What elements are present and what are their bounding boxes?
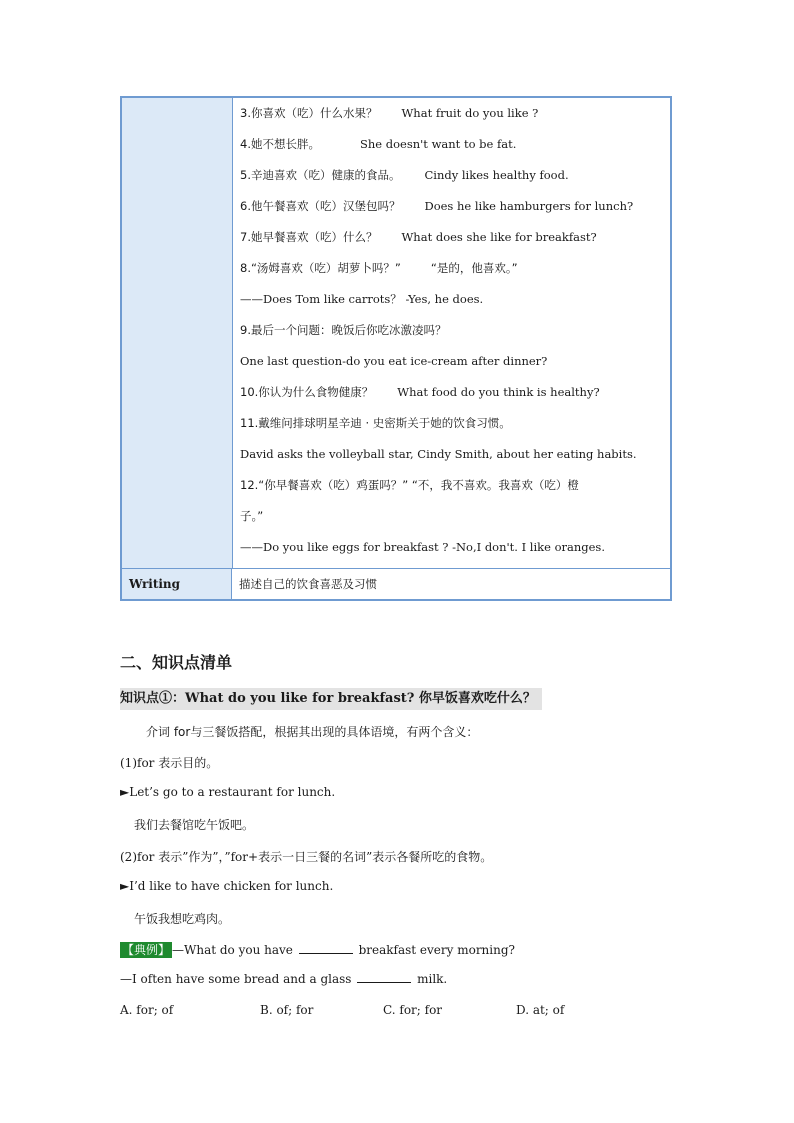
example-1-zh: 我们去餐馆吃午饭吧。 — [134, 818, 255, 832]
sentence-line: 7.她早餐喜欢（吃）什么？ What does she like for breakfast? — [240, 230, 597, 244]
sentence-line: David asks the volleyball star, Cindy Smith, about her eating habits. — [240, 447, 637, 461]
example-2-en: ►I’d like to have chicken for lunch. — [120, 879, 334, 893]
sentence-line: ——Do you like eggs for breakfast ? -No,I don't. I like oranges. — [240, 540, 605, 554]
question-line-1: 【典例】 —What do you have breakfast every morning? — [122, 943, 515, 957]
vocabulary-table — [120, 96, 672, 601]
writing-label: Writing — [122, 569, 232, 599]
option-d[interactable]: D. at; of — [516, 1003, 565, 1017]
sentence-line: 12.“你早餐喜欢（吃）鸡蛋吗？” “不，我不喜欢。我喜欢（吃）橙 — [240, 478, 579, 492]
answer-blank — [357, 972, 411, 983]
answer-options — [120, 1003, 564, 1017]
sentence-line: 6.他午餐喜欢（吃）汉堡包吗？ Does he like hamburgers for lunch? — [240, 199, 634, 213]
sentence-line: 子。” — [240, 509, 264, 523]
option-b[interactable]: B. of; for — [260, 1003, 314, 1017]
writing-value: 描述自己的饮食喜恶及习惯 — [239, 577, 377, 591]
sentence-list — [233, 98, 670, 568]
answer-blank — [299, 943, 353, 954]
table-row-sentences — [122, 98, 670, 569]
sentence-line: 5.辛迪喜欢（吃）健康的食品。 Cindy likes healthy food. — [240, 168, 569, 182]
sentence-line: One last question-do you eat ice-cream after dinner? — [240, 354, 548, 368]
sentence-line: 3.你喜欢（吃）什么水果？ What fruit do you like ? — [240, 106, 539, 120]
section-heading: 二、知识点清单 — [120, 653, 233, 672]
sentence-line: ——Does Tom like carrots？ -Yes, he does. — [240, 292, 484, 306]
table-row-writing — [122, 569, 670, 599]
point-1: (1)for 表示目的。 — [120, 756, 219, 770]
table-label-cell — [122, 98, 233, 568]
option-a[interactable]: A. for; of — [120, 1003, 174, 1017]
sentence-line: 11.戴维问排球明星辛迪 · 史密斯关于她的饮食习惯。 — [240, 416, 511, 430]
sentence-line: 8.“汤姆喜欢（吃）胡萝卜吗？” “是的，他喜欢。” — [240, 261, 518, 275]
intro-paragraph: 介词 for与三餐饭搭配，根据其出现的具体语境，有两个含义： — [146, 725, 479, 739]
option-c[interactable]: C. for; for — [383, 1003, 443, 1017]
example-1-en: ►Let’s go to a restaurant for lunch. — [120, 785, 336, 799]
point-2: (2)for 表示”作为”，”for+表示一日三餐的名词”表示各餐所吃的食物。 — [120, 850, 493, 864]
dianli-tag: 【典例】 — [122, 943, 171, 957]
example-2-zh: 午饭我想吃鸡肉。 — [134, 912, 231, 926]
knowledge-point-title: 知识点①：What do you like for breakfast? 你早饭喜欢吃什么？ — [120, 688, 542, 710]
sentence-line: 9.最后一个问题：晚饭后你吃冰激凌吗？ — [240, 323, 447, 337]
sentence-line: 4.她不想长胖。 She doesn't want to be fat. — [240, 137, 517, 151]
sentence-line: 10.你认为什么食物健康？ What food do you think is healthy? — [240, 385, 600, 399]
question-line-2: —I often have some bread and a glass milk. — [120, 972, 448, 986]
